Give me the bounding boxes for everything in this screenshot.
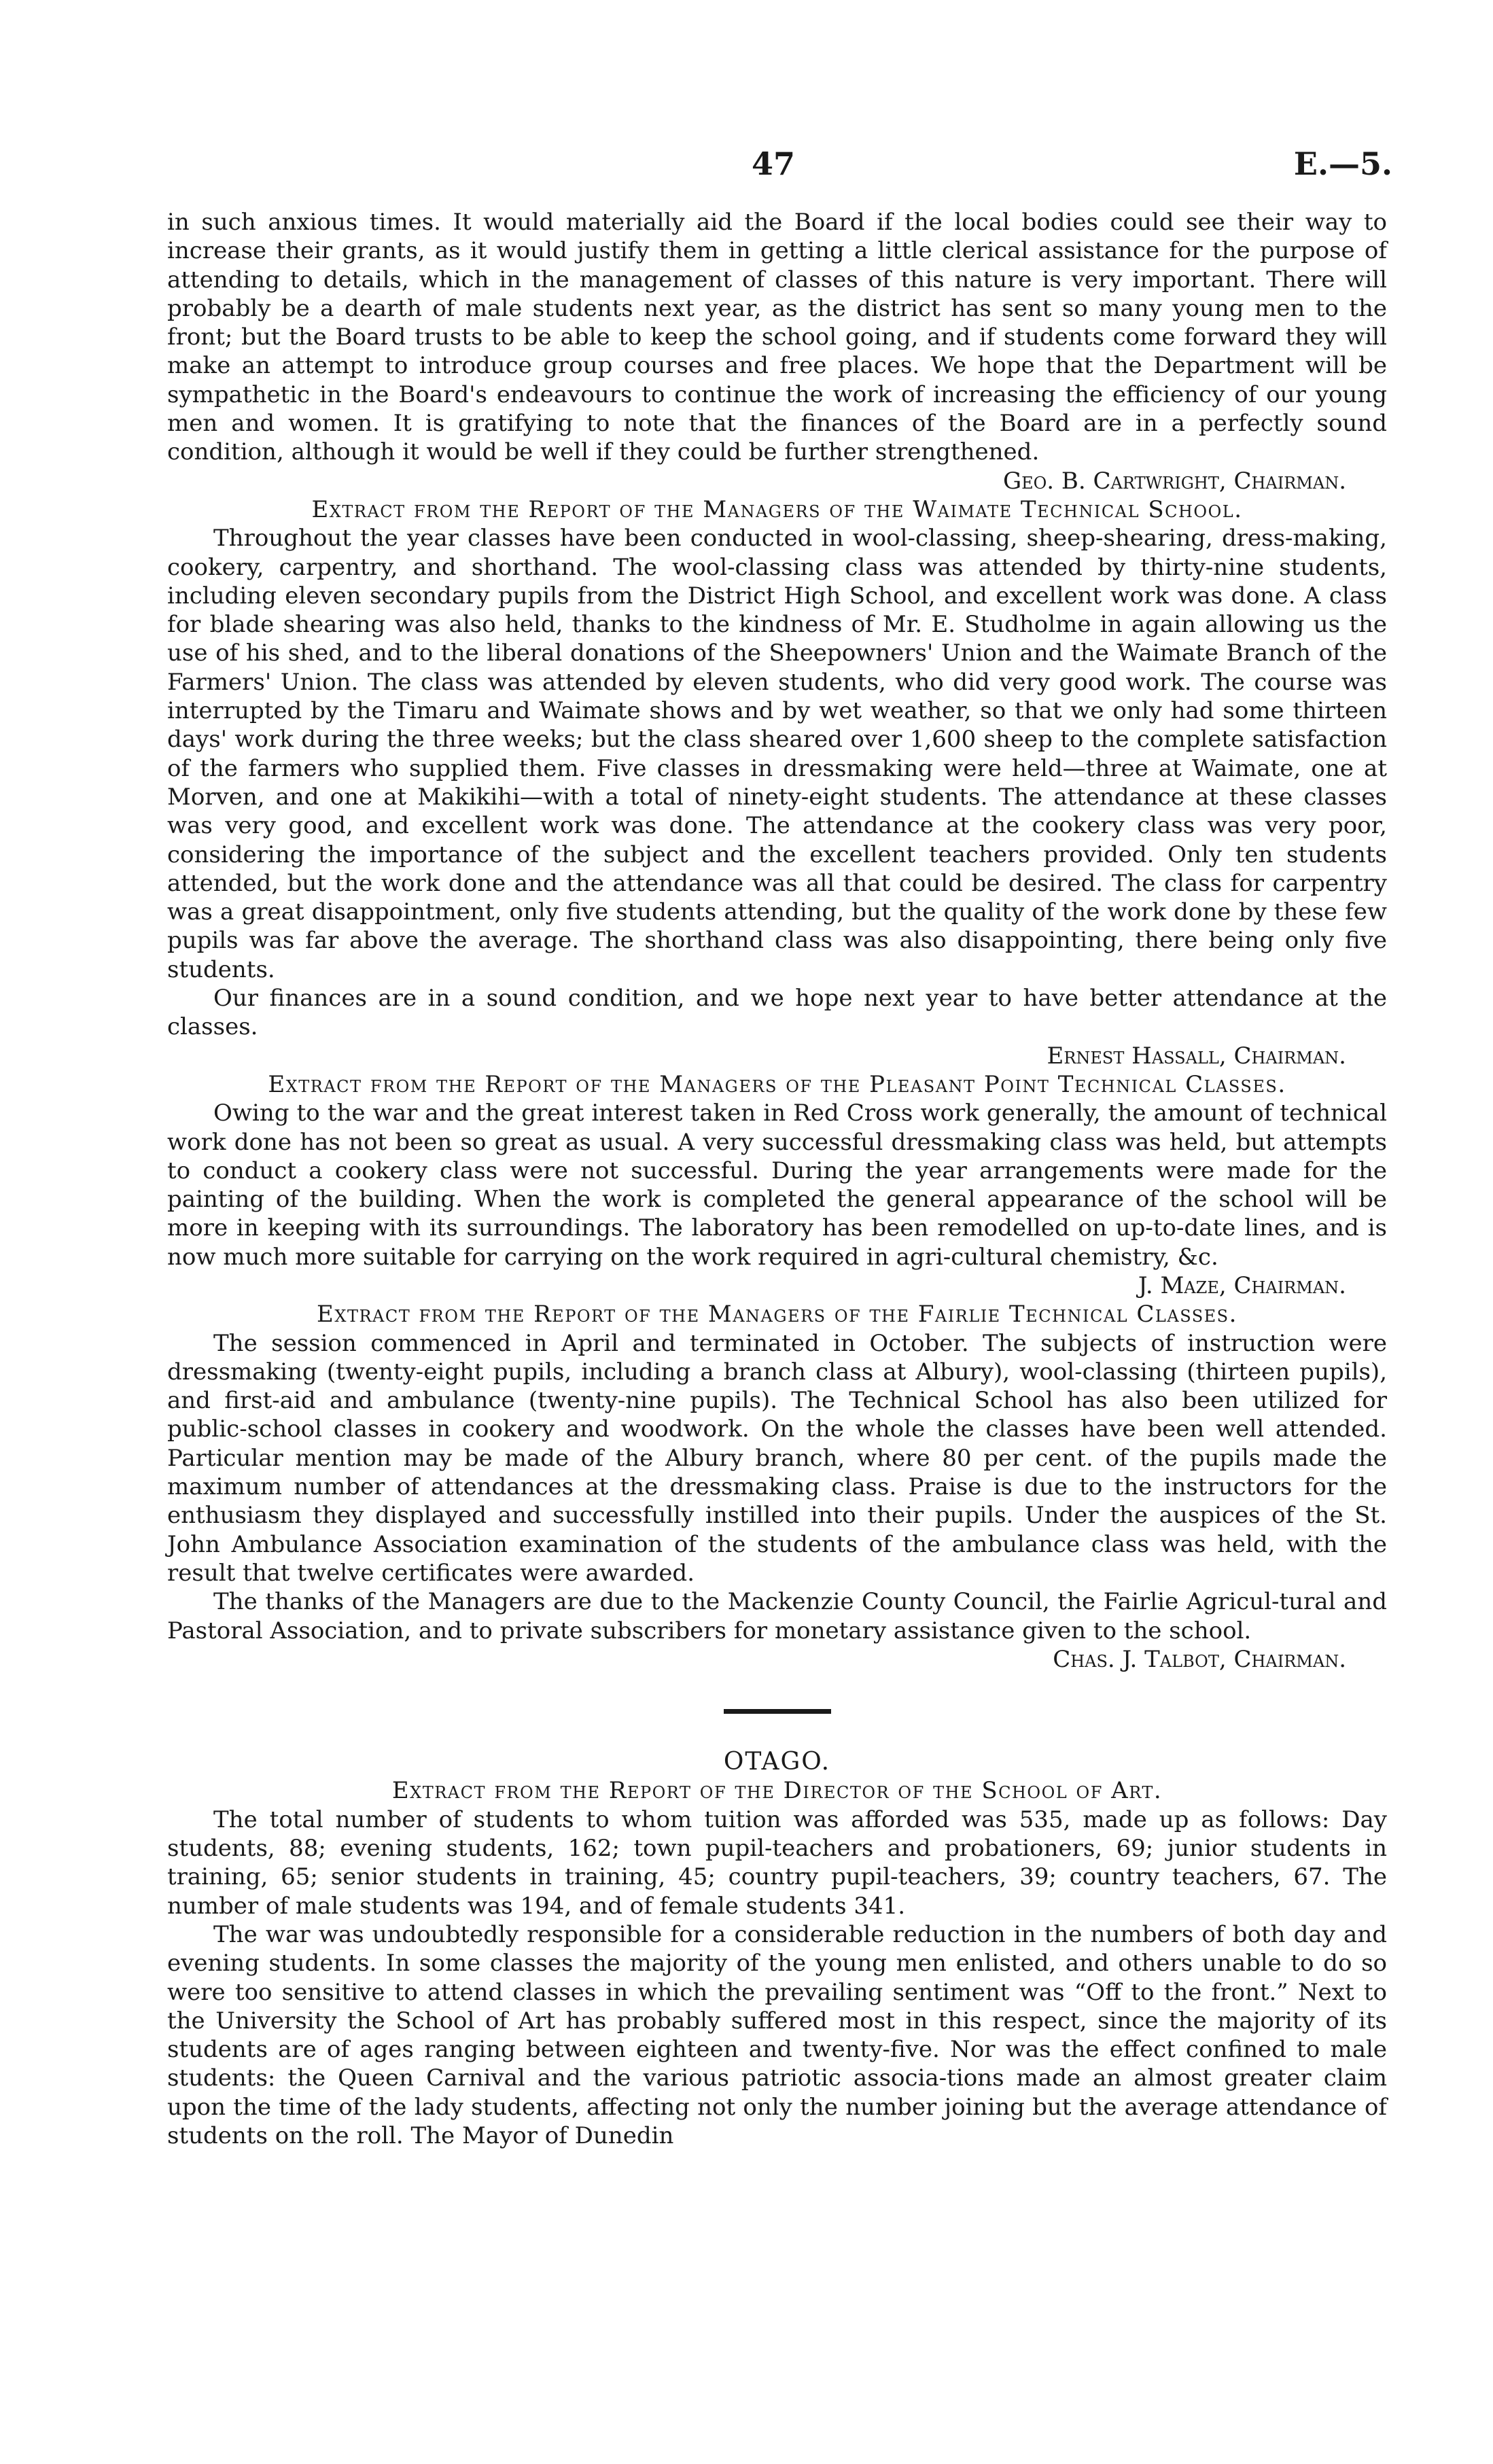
intro-signature: Geo. B. Cartwright, Chairman. (1002, 467, 1346, 495)
school-of-art-paragraph-2: The war was undoubtedly responsible for a considerable reduction in the numbers of both day and evening students. In some classes the majority of the young men enlisted, and others unable to do so were too sensitive to attend classes in which the prevailing sentiment was “Off to the front.” Next to the University the School of Art has probably suffered most in this respect, since the majority of its students are of ages ranging between eighteen and twenty-five. Nor was the effect confined to male students: the Queen Carnival and the various patriotic associa-tions made an almost greater claim upon the time of the lady students, affecting not only the number joining but the average attendance of students on the roll. The Mayor of Dunedin (167, 1920, 1387, 2149)
fairlie-signature: Chas. J. Talbot, Chairman. (1053, 1645, 1346, 1673)
waimate-paragraph-1: Throughout the year classes have been conducted in wool-classing, sheep-shearing, dress-making, cookery, carpentry, and shorthand. The wool-classing class was attended by thirty-nine students, including eleven secondary pupils from the District High School, and excellent work was done. A class for blade shearing was also held, thanks to the kindness of Mr. E. Studholme in again allowing us the use of his shed, and to the liberal donations of the Sheepowners' Union and the Waimate Branch of the Farmers' Union. The class was attended by eleven students, who did very good work. The course was interrupted by the Timaru and Waimate shows and by wet weather, so that we only had some thirteen days' work during the three weeks; but the class sheared over 1,600 sheep to the complete satisfaction of the farmers who supplied them. Five classes in dressmaking were held—three at Waimate, one at Morven, and one at Makikihi—with a total of ninety-eight students. The attendance at these classes was very good, and excellent work was done. The attendance at the cookery class was very poor, considering the importance of the subject and the excellent teachers provided. Only ten students attended, but the work done and the attendance was all that could be desired. The class for carpentry was a great disappointment, only five students attending, but the quality of the work done by these few pupils was far above the average. The shorthand class was also disappointing, there being only five students. (167, 525, 1387, 983)
waimate-signature: Ernest Hassall, Chairman. (1047, 1042, 1346, 1070)
fairlie-paragraph-2: The thanks of the Managers are due to the Mackenzie County Council, the Fairlie Agricul-tural and Pastoral Association, and to private subscribers for monetary assistance given to the school. (167, 1588, 1387, 1644)
school-of-art-heading: Extract from the Report of the Director of the School of Art. (391, 1777, 1163, 1805)
fairlie-paragraph-1: The session commenced in April and terminated in October. The subjects of instruction were dressmaking (twenty-eight pupils, including a branch class at Albury), wool-classing (thirteen pupils), and first-aid and ambulance (twenty-nine pupils). The Technical School has also been utilized for public-school classes in cookery and woodwork. On the whole the classes have been well attended. Particular mention may be made of the Albury branch, where 80 per cent. of the pupils made the maximum number of attendances at the dressmaking class. Praise is due to the instructors for the enthusiasm they displayed and successfully instilled into their pupils. Under the auspices of the St. John Ambulance Association examination of the students of the ambulance class was held, with the result that twelve certificates were awarded. (167, 1329, 1387, 1587)
page-header (0, 145, 1493, 186)
waimate-heading: Extract from the Report of the Managers of the Waimate Technical School. (311, 495, 1243, 523)
section-divider (724, 1709, 831, 1714)
fairlie-heading: Extract from the Report of the Managers of the Fairlie Technical Classes. (317, 1301, 1237, 1328)
page-number: 47 (752, 145, 796, 182)
waimate-paragraph-2: Our finances are in a sound condition, and we hope next year to have better attendance at the classes. (167, 985, 1387, 1041)
document-reference: E.—5. (1293, 145, 1392, 182)
page-content (167, 208, 1387, 2150)
pleasant-point-heading: Extract from the Report of the Managers of the Pleasant Point Technical Classes. (268, 1070, 1286, 1098)
school-of-art-paragraph-1: The total number of students to whom tuition was afforded was 535, made up as follows: Day students, 88; evening students, 162; town pupil-teachers and probationers, 69; junior students in training, 65; senior students in training, 45; country pupil-teachers, 39; country teachers, 67. The number of male students was 194, and of female students 341. (167, 1806, 1387, 1920)
intro-paragraph: in such anxious times. It would materially aid the Board if the local bodies could see their way to increase their grants, as it would justify them in getting a little clerical assistance for the purpose of attending to details, which in the management of classes of this nature is very important. There will probably be a dearth of male students next year, as the district has sent so many young men to the front; but the Board trusts to be able to keep the school going, and if students come forward they will make an attempt to introduce group courses and free places. We hope that the Department will be sympathetic in the Board's endeavours to continue the work of increasing the efficiency of our young men and women. It is gratifying to note that the finances of the Board are in a perfectly sound condition, although it would be well if they could be further strengthened. (167, 209, 1387, 466)
pleasant-point-signature: J. Maze, Chairman. (1138, 1271, 1346, 1299)
pleasant-point-paragraph-1: Owing to the war and the great interest taken in Red Cross work generally, the amount of technical work done has not been so great as usual. A very successful dressmaking class was held, but attempts to conduct a cookery class were not successful. During the year arrangements were made for the painting of the building. When the work is completed the general appearance of the school will be more in keeping with its surroundings. The laboratory has been remodelled on up-to-date lines, and is now much more suitable for carrying on the work required in agri-cultural chemistry, &c. (167, 1099, 1387, 1271)
otago-region-heading: OTAGO. (723, 1748, 831, 1776)
